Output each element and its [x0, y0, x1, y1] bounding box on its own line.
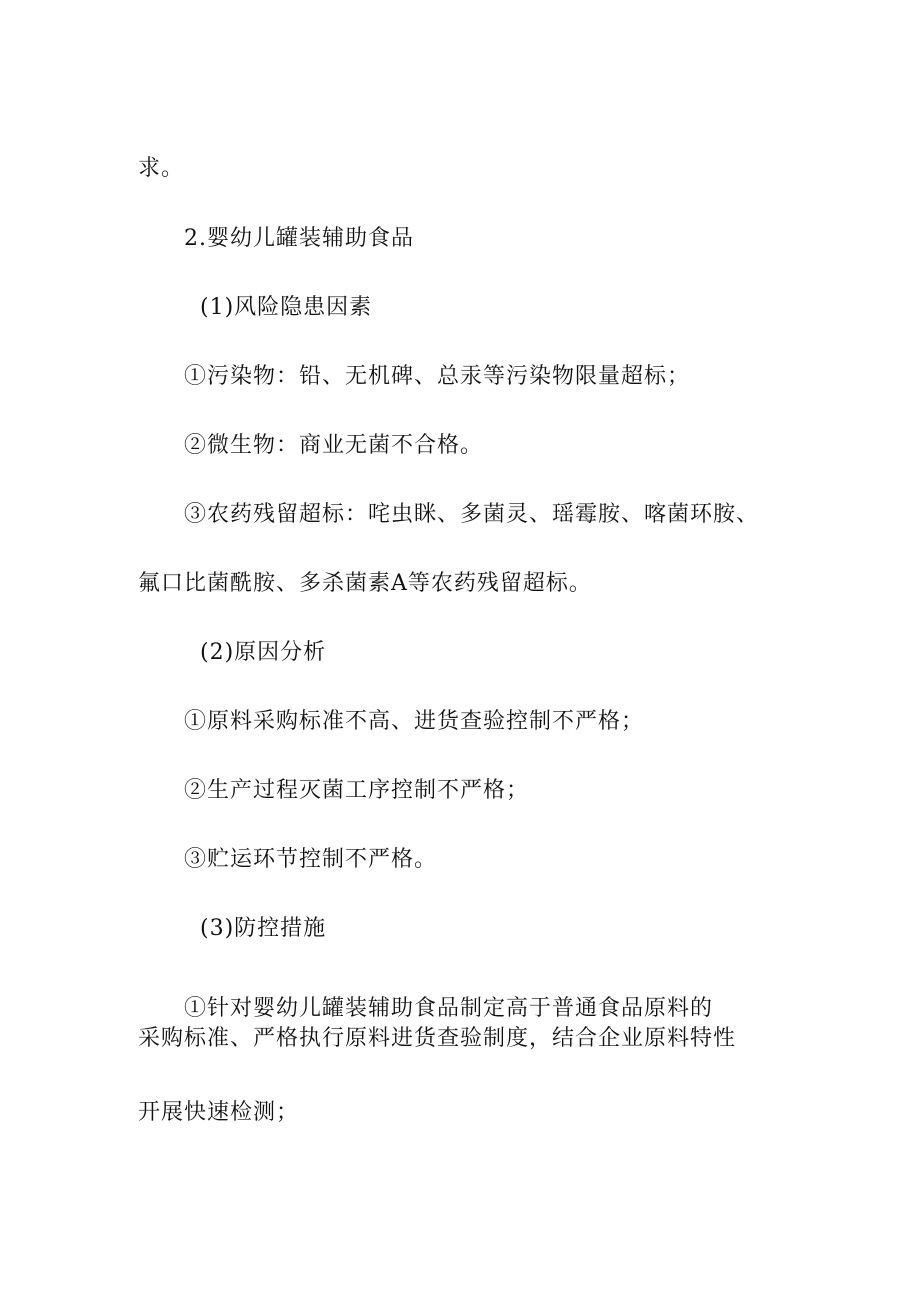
section-heading: 2.婴幼儿罐装辅助食品 [184, 226, 414, 251]
text-line: 开展快速检测； [138, 1100, 300, 1125]
text-line: ②生产过程灭菌工序控制不严格； [184, 778, 530, 803]
text-line: 氟口比菌酰胺、多杀菌素A等农药残留超标。 [138, 571, 592, 596]
subsection-heading: (3)防控措施 [200, 916, 327, 941]
subsection-heading: (1)风险隐患因素 [200, 295, 373, 320]
text-line: 求。 [138, 156, 185, 181]
text-line: ①针对婴幼儿罐装辅助食品制定高于普通食品原料的 [184, 996, 714, 1021]
text-line: ①原料采购标准不高、进货查验控制不严格； [184, 709, 645, 734]
subsection-heading: (2)原因分析 [200, 640, 327, 665]
text-line: ③农药残留超标：咤虫眯、多菌灵、瑶霉胺、喀菌环胺、 [184, 502, 760, 527]
text-line: 采购标准、严格执行原料进货查验制度，结合企业原料特性 [138, 1026, 737, 1051]
text-line: ③贮运环节控制不严格。 [184, 847, 438, 872]
text-line: ①污染物：铅、无机碑、总汞等污染物限量超标； [184, 364, 691, 389]
text-line: ②微生物：商业无菌不合格。 [184, 433, 484, 458]
